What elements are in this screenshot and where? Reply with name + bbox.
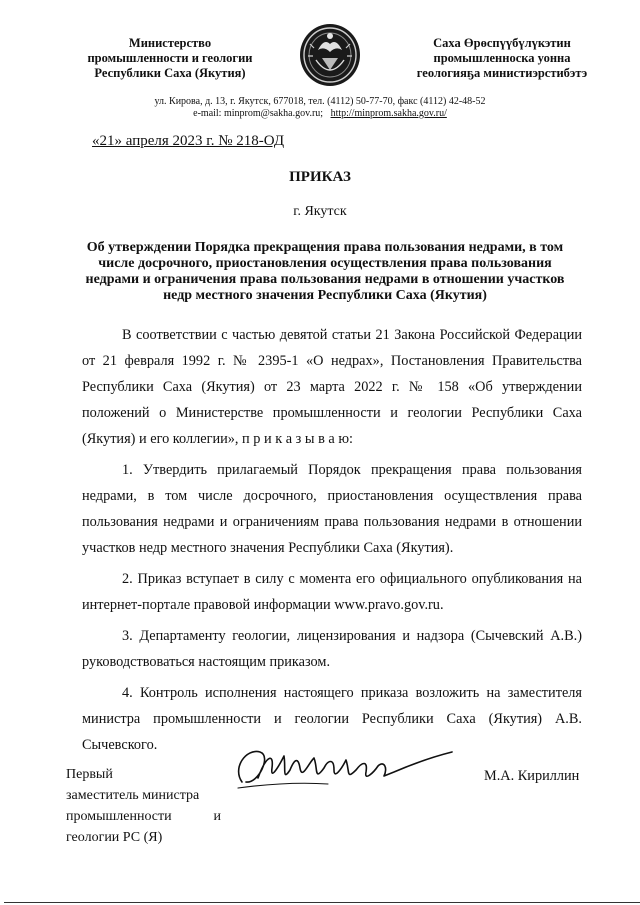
contacts-address: ул. Кирова, д. 13, г. Якутск, 677018, тел. (4112) 50-77-70, факс (4112) 42-48-52 <box>154 96 486 107</box>
document-title: Об утверждении Порядка прекращения права пользования недрами, в том числе досрочного, приостановления осуществления права пользования недрами и ограничения права пользования недрами в отношении участков недр местного значения Республики Саха (Якутия) <box>85 240 565 303</box>
contacts-online <box>0 108 640 120</box>
ministry-name-ru-line-2: промышленности и геологии <box>87 51 253 65</box>
signatory-role-line-3 <box>66 806 221 827</box>
ministry-name-russian <box>70 36 270 81</box>
clause-1-paragraph: 1. Утвердить прилагаемый Порядок прекращения права пользования недрами, в том числе досрочного, приостановления осуществления права пользования недрами и ограничениям права пользования недрами в отношении участков недр местного значения Республики Саха (Якутия). <box>82 462 582 556</box>
ministry-name-ru-line-1: Министерство <box>128 36 212 50</box>
clause-2-paragraph: 2. Приказ вступает в силу с момента его официального опубликования на интернет-портале правовой информации www.pravo.gov.ru. <box>82 571 582 613</box>
signatory-position <box>66 764 221 848</box>
ministry-name-sa-line-3: геологияҕа министиэрстибэтэ <box>416 66 588 80</box>
signatory-role-line-3a: промышленности <box>66 809 172 824</box>
document-date-number: «21» апреля 2023 г. № 218-ОД <box>92 133 285 149</box>
page-bottom-edge <box>4 902 640 903</box>
ministry-name-yakut <box>392 36 612 81</box>
signatory-role-line-3b: и <box>213 809 221 824</box>
contacts-email[interactable]: e-mail: minprom@sakha.gov.ru; <box>193 108 324 119</box>
clause-3-paragraph: 3. Департаменту геологии, лицензирования и надзора (Сычевский А.В.) руководствоваться настоящим приказом. <box>82 628 582 670</box>
handwritten-signature-icon <box>228 738 458 802</box>
preamble-paragraph: В соответствии с частью девятой статьи 21 Закона Российской Федерации от 21 февраля 1992 г. № 2395-1 «О недрах», Постановления Правительства Республики Саха (Якутия) от 23 марта 2022 г. № 158 «Об утверждении положений о Министерстве промышленности и геологии Республики Саха (Якутия) и его коллегии», п р и к а з ы в а ю: <box>82 327 582 447</box>
ministry-name-sa-line-2: промышленноска уонна <box>433 51 571 65</box>
ministry-name-sa-line-1: Саха Өрөспүүбүлүкэтин <box>433 36 571 50</box>
ministry-name-ru-line-3: Республики Саха (Якутия) <box>94 66 246 80</box>
contacts-block <box>0 96 640 120</box>
signatory-name: М.А. Кириллин <box>484 768 580 784</box>
document-body <box>82 322 582 763</box>
document-city: г. Якутск <box>293 204 347 219</box>
signatory-role-line-1: Первый <box>66 767 113 782</box>
signatory-role-line-2: заместитель министра <box>66 788 200 803</box>
document-type-heading: ПРИКАЗ <box>289 169 351 185</box>
signatory-role-line-4: геологии РС (Я) <box>66 830 163 845</box>
coat-of-arms-icon <box>298 22 362 88</box>
clause-4-paragraph: 4. Контроль исполнения настоящего приказа возложить на заместителя министра промышленности и геологии Республики Саха (Якутия) А.В. Сычевского. <box>82 685 582 753</box>
contacts-website-link[interactable]: http://minprom.sakha.gov.ru/ <box>330 108 447 119</box>
